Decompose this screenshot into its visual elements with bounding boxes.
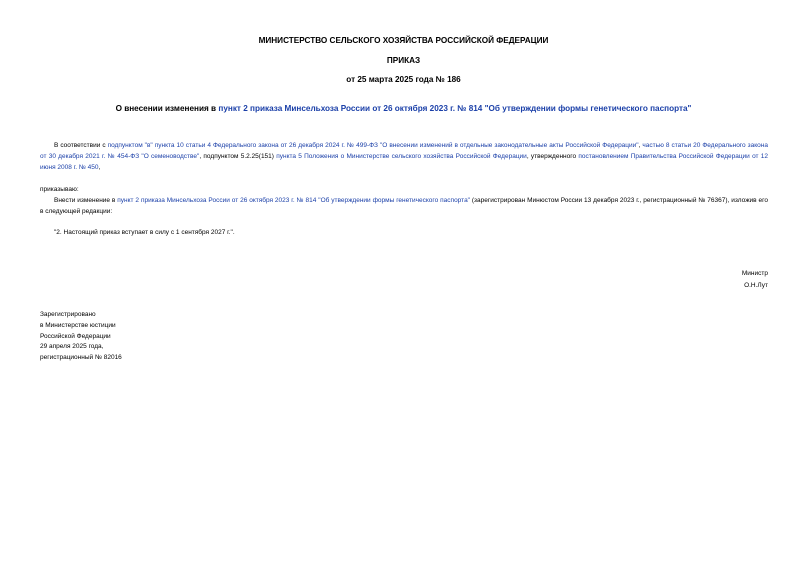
registration-line-2: в Министерстве юстиции [40, 321, 116, 329]
registration-block [40, 310, 122, 364]
ministry-heading: МИНИСТЕРСТВО СЕЛЬСКОГО ХОЗЯЙСТВА РОССИЙСКОЙ ФЕДЕРАЦИИ [258, 36, 549, 45]
registration-line-5: регистрационный № 82016 [40, 354, 122, 362]
registration-line-3: Российской Федерации [40, 332, 111, 340]
date-number-heading: от 25 марта 2025 года № 186 [346, 75, 461, 84]
title-prefix: О внесении изменения в [115, 104, 219, 113]
signature-position: Министр [741, 270, 768, 277]
signature-name: О.Н.Лут [744, 282, 768, 289]
order-word: приказываю: [40, 186, 79, 193]
preamble-paragraph [40, 140, 768, 173]
preamble-link-federal-law-454[interactable]: частью 8 статьи 20 Федерального закона от 30 декабря 2021 г. № 454-ФЗ "О семеноводстве" [40, 142, 768, 160]
preamble-text-2: , [638, 142, 643, 149]
preamble-text-5: , [98, 164, 101, 171]
preamble-text-3: , подпунктом 5.2.25(151) [199, 153, 277, 160]
preamble-link-ministry-regulation[interactable]: пункта 5 Положения о Министерстве сельского хозяйства Российской Федерации [276, 153, 527, 160]
amendment-text-2: (зарегистрирован Минюстом России 13 декабря 2023 г., регистрационный № 76367), изложив его в следующей редакции: [40, 197, 768, 215]
amendment-paragraph [40, 195, 768, 217]
registration-line-1: Зарегистрировано [40, 311, 96, 318]
title-link[interactable]: пункт 2 приказа Минсельхоза России от 26 октября 2023 г. № 814 "Об утверждении формы генетического паспорта" [218, 104, 692, 113]
amendment-link-order-814[interactable]: пункт 2 приказа Минсельхоза России от 26 октября 2023 г. № 814 "Об утверждении формы генетического паспорта" [117, 197, 470, 204]
preamble-text-4: , утвержденного [526, 153, 579, 160]
amendment-text-1: Внести изменение в [54, 197, 118, 204]
document-title [0, 104, 807, 113]
registration-line-4: 29 апреля 2025 года, [40, 343, 104, 351]
preamble-link-government-decree[interactable]: постановлением Правительства Российской Федерации от 12 июня 2008 г. № 450 [40, 153, 768, 171]
amendment-quote: "2. Настоящий приказ вступает в силу с 1 сентября 2027 г.". [54, 229, 235, 236]
doc-type-heading: ПРИКАЗ [386, 56, 421, 65]
preamble-text-1: В соответствии с [54, 142, 108, 149]
preamble-link-federal-law-499[interactable]: подпунктом "в" пункта 10 статьи 4 Федерального закона от 26 декабря 2024 г. № 499-ФЗ "О внесении изменений в отдельные законодательные акты Российской Федерации" [107, 142, 639, 149]
